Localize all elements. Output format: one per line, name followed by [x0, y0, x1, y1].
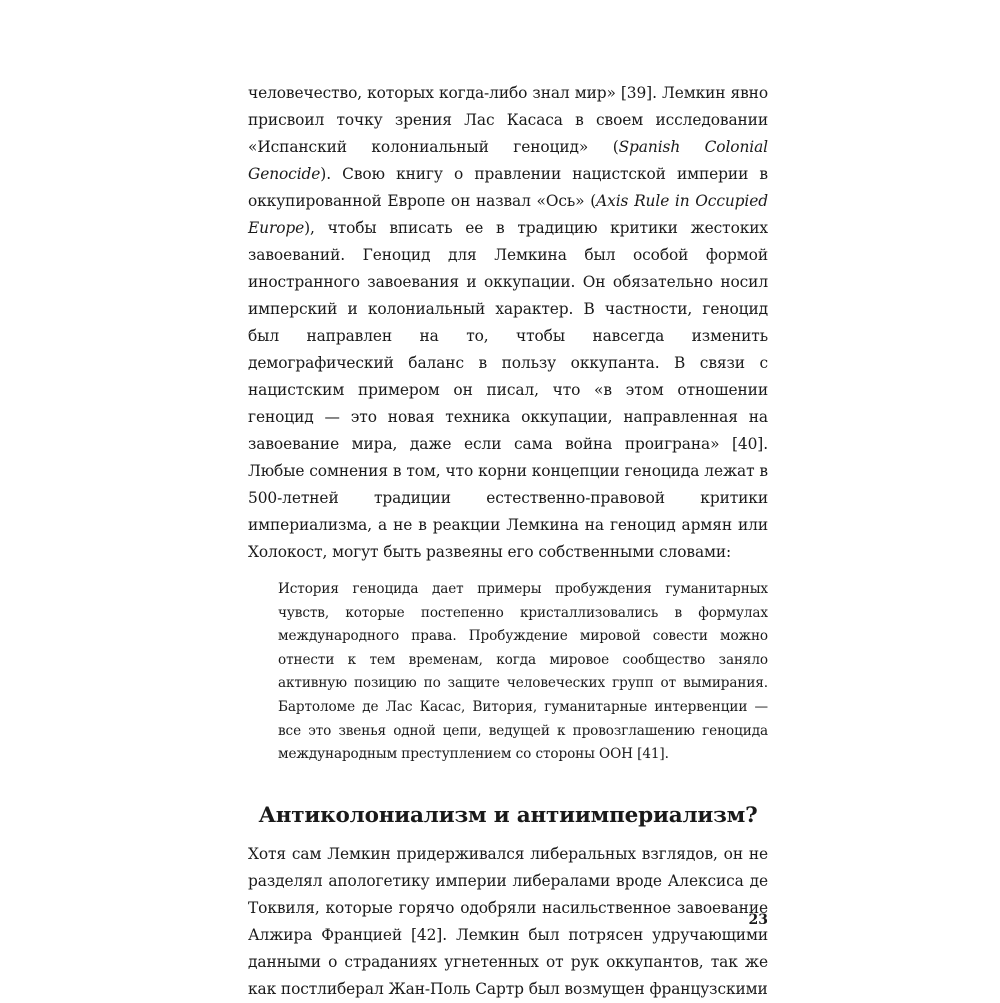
italic-title: Spanish Colonial Genocide	[248, 138, 768, 183]
section-heading: Антиколониализм и антиимпериализм?	[258, 802, 758, 828]
body-paragraph: Хотя сам Лемкин придерживался либеральных взглядов, он не разделял апологетику империи либералами вроде Алексиса де Токвиля, которые горячо одобряли насильственное завоевание Алжира Францией [42]. Лемкин был потрясен удручающими данными о страданиях угнетенных от рук оккупантов, так же как постлиберал Жан-Поль Сартр был возмущен французскими	[248, 844, 768, 998]
page-body	[248, 80, 768, 1003]
body-paragraph	[248, 80, 768, 566]
block-quote: История геноцида дает примеры пробуждения гуманитарных чувств, которые постепенно кристаллизовались в формулах международного права. Пробуждение мировой совести можно отнести к тем временам, когда мировое сообщество заняло активную позицию по защите человеческих групп от вымирания. Бартоломе де Лас Касас, Витория, гуманитарные интервенции — все это звенья одной цепи, ведущей к провозглашению геноцида международным преступлением со стороны ООН [41].	[278, 581, 768, 763]
page-number: 23	[748, 912, 768, 928]
paragraph-text: ). Свою книгу о правлении нацистской империи в оккупированной Европе он назвал «Ось» (	[248, 165, 768, 210]
italic-title: Axis Rule in Occupied Europe	[248, 192, 768, 237]
paragraph-text: человечество, которых когда-либо знал мир» [39]. Лемкин явно присвоил точку зрения Лас Касаса в своем исследовании «Испанский колониальный геноцид» (	[248, 84, 768, 156]
paragraph-text: ), чтобы вписать ее в традицию критики жестоких завоеваний. Геноцид для Лемкина был особой формой иностранного завоевания и оккупации. Он обязательно носил имперский и колониальный характер. В частности, геноцид был направлен на то, чтобы навсегда изменить демографический баланс в пользу оккупанта. В связи с нацистским примером он писал, что «в этом отношении геноцид — это новая техника оккупации, направленная на завоевание мира, даже если сама война проиграна» [40]. Любые сомнения в том, что корни концепции геноцида лежат в 500-летней традиции естественно-правовой критики империализма, а не в реакции Лемкина на геноцид армян или Холокост, могут быть развеяны его собственными словами:	[248, 219, 768, 561]
